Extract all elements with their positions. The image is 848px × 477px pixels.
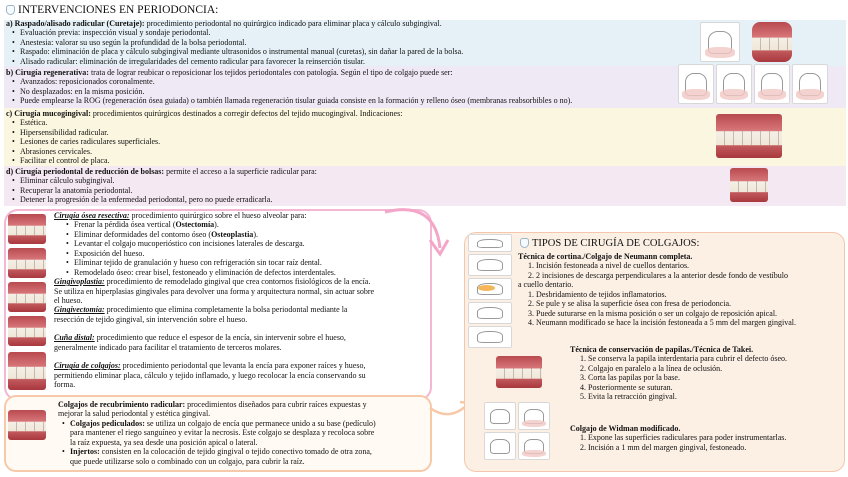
neumann-step: a cuello dentario. [518, 280, 574, 290]
section-d-intro: permite el acceso a la superficie radicular para: [164, 167, 317, 176]
curved-arrow-icon [380, 200, 470, 260]
page-title [6, 4, 218, 18]
list-item [54, 220, 426, 229]
gingivectomy-text: procedimiento que elimina completamente la bolsa periodontal mediante la [104, 305, 348, 315]
gingivectomy-photo [8, 316, 46, 346]
neumann-step: 1. Desbridamiento de tejidos inflamatorios. [528, 289, 667, 299]
section-b [6, 68, 676, 106]
flap-diagram-1 [468, 254, 512, 276]
list-item [58, 447, 428, 456]
root-coverage-text: mejorar la salud periodontal y estética gingival. [58, 409, 211, 419]
section-d-heading: d) Cirugía periodontal de reducción de bolsas: [6, 167, 165, 176]
root-coverage-heading: Colgajos de recubrimiento radicular: [58, 400, 186, 409]
item-text: ). [253, 229, 258, 239]
tooth-icon [6, 5, 15, 15]
grafts-term: Injertos: [70, 447, 100, 457]
neumann-title: Técnica de cortina./Colgajo de Neumann completa. [518, 252, 693, 261]
pedicled-flap-text: para mantener el riego sanguíneo y evitar la necrosis. Este colgajo se desplaza y recoloca sobre [70, 428, 375, 438]
item-bold: Osteoplastia [211, 229, 254, 239]
section-a [6, 19, 676, 66]
teeth-diagram-top [468, 234, 512, 252]
distal-wedge-term: Cuña distal: [54, 333, 95, 343]
section-c-heading: c) Cirugía mucogingival: [6, 109, 91, 118]
list-item [58, 419, 428, 428]
widman-diagram-2 [518, 402, 550, 430]
section-c-intro: procedimientos quirúrgicos destinados a corregir defectos del tejido mucogingival. Indicaciones: [90, 109, 403, 118]
distal-wedge-text: generalmente indicado para facilitar el tratamiento de terceros molares. [54, 342, 282, 352]
gingivectomy-text: resección de tejido gingival, sin intervención sobre el hueso. [54, 314, 248, 324]
section-a-intro: procedimiento periodontal no quirúrgico indicado para eliminar placa y cálculo subgingival. [144, 19, 442, 28]
list-item: • Lesiones de caries radiculares superficiales. [6, 137, 706, 146]
regeneration-diagram-4 [792, 64, 828, 104]
list-item: • Facilitar el control de placa. [6, 156, 706, 165]
osseous-photo-2 [8, 248, 46, 278]
list-item: • Estética. [6, 118, 706, 127]
list-item: • Recuperar la anatomía periodontal. [6, 186, 706, 195]
takei-photo [496, 356, 542, 388]
item-bold: Ostectomía [175, 220, 215, 230]
section-a-heading: a) Raspado/alisado radicular (Curetaje): [6, 19, 145, 28]
widman-diagram-4 [518, 432, 550, 460]
flap-diagram-2 [468, 278, 512, 300]
flap-surgery-text: forma. [54, 380, 76, 389]
list-item: • Puede emplearse la ROG (regeneración ósea guiada) o también llamada regeneración tisular guiada consiste en la formación y relleno óseo (membranas reabsorbibles o no). [6, 96, 676, 105]
widman-step: 1. Expone las superficies radiculares para poder instrumentarlas. [580, 433, 787, 443]
section-c [6, 109, 706, 166]
widman-title: Colgajo de Widman modificado. [570, 424, 681, 433]
root-coverage-text: procedimientos diseñados para cubrir raíces expuestas y [185, 400, 367, 409]
item-text: Eliminar tejido de granulación y hueso con refrigeración sin tocar raíz dental. [74, 258, 322, 268]
grafts-text: que puede utilizarse solo o combinado con un colgajo, para cubrir la raíz. [70, 456, 305, 466]
osseous-photo-1 [8, 214, 46, 244]
osseous-block [54, 211, 426, 389]
root-coverage-block [58, 400, 428, 466]
curette-photo [752, 22, 792, 62]
pedicled-flap-text: se utiliza un colgajo de encía que permanece unido a su base (pedículo) [144, 418, 376, 428]
gingivectomy-term: Gingivectomía: [54, 305, 105, 315]
widman-block [570, 424, 840, 452]
flap-surgery-text: procedimiento periodontal que levanta la encía para exponer raíces y hueso, [120, 361, 366, 371]
pedicled-flap-text: la raíz expuesta, ya sea desde una posición apical o lateral. [70, 437, 258, 447]
list-item: • Evaluación previa: inspección visual y sondaje periodontal. [6, 28, 676, 37]
neumann-step: 1. Incisión festoneada a nivel de cuellos dentarios. [528, 261, 690, 271]
item-text: Remodelado óseo: crear bisel, festoneado y eliminación de defectos interdentales. [74, 267, 336, 277]
list-item [54, 239, 426, 248]
pedicled-flap-term: Colgajos pediculados: [70, 418, 145, 428]
list-item [54, 249, 426, 258]
widman-step: 2. Incisión a 1 mm del margen gingival, festoneado. [580, 442, 747, 452]
neumann-block [518, 252, 842, 328]
neumann-step: 2. Se pule y se alisa la superficie ósea con fresa de periodoncia. [528, 299, 732, 309]
flap-surgery-term: Cirugía de colgajos: [54, 361, 121, 371]
list-item: • Anestesia: valorar su uso según la profundidad de la bolsa periodontal. [6, 38, 676, 47]
gingivoplasty-text: procedimiento de remodelado gingival que crea contornos fisiológicos de la encía. [104, 277, 371, 287]
section-d [6, 167, 706, 205]
list-item: • Hipersensibilidad radicular. [6, 128, 706, 137]
takei-step: 5. Evita la retracción gingival. [580, 392, 677, 402]
list-item: • Eliminar cálculo subgingival. [6, 176, 706, 185]
widman-diagram-3 [484, 432, 516, 460]
mucogingival-photo [716, 114, 782, 158]
distal-wedge-photo [8, 352, 46, 390]
grafts-text: consisten en la colocación de tejido gingival o tejido conectivo tomado de otra zona, [99, 447, 372, 457]
neumann-step: 4. Neumann modificado se hace la incisión festoneada a 5 mm del margen gingival. [528, 318, 796, 328]
list-item [54, 268, 426, 277]
page-title-text: INTERVENCIONES EN PERIODONCIA: [18, 4, 219, 16]
takei-title: Técnica de conservación de papilas./Técnica de Takei. [570, 345, 754, 354]
widman-diagram-1 [484, 402, 516, 430]
flap-types-title [520, 238, 699, 250]
takei-step: 2. Colgajo en paralelo a la línea de oclusión. [580, 363, 723, 373]
section-b-intro: trata de lograr reubicar o reposicionar los tejidos periodontales con patología. Según el tipo de colgajo puede ser: [88, 68, 453, 77]
flap-diagram-4 [468, 326, 512, 348]
item-text: Exposición del hueso. [74, 248, 145, 258]
flap-types-title-text: TIPOS DE CIRUGÍA DE COLGAJOS: [532, 238, 700, 249]
tooth-scaling-diagram [700, 22, 740, 62]
list-item [54, 258, 426, 267]
takei-step: 4. Posteriormente se suturan. [580, 382, 673, 392]
neumann-step: 2. 2 incisiones de descarga perpendiculares a la anterior desde fondo de vestíbulo [528, 270, 788, 280]
pocket-reduction-photo [730, 168, 768, 202]
tooth-icon [520, 238, 529, 248]
item-text: Levantar el colgajo mucoperióstico con incisiones laterales de descarga. [74, 239, 305, 249]
item-text: Frenar la pérdida ósea vertical ( [74, 220, 176, 230]
gingivoplasty-text: el hueso. [54, 295, 83, 305]
takei-block [570, 345, 840, 402]
distal-wedge-text: procedimiento que reduce el espesor de la encía, sin intervenir sobre el hueso, [94, 333, 346, 343]
osseous-intro: procedimiento quirúrgico sobre el hueso alveolar para: [129, 211, 307, 220]
osseous-term: Cirugía ósea resectiva: [54, 211, 130, 220]
list-item [54, 230, 426, 239]
item-text: Eliminar deformidades del contorno óseo ( [74, 229, 212, 239]
list-item: • Detener la progresión de la enfermedad periodontal, pero no puede erradicarla. [6, 195, 706, 204]
gingivoplasty-photo [8, 282, 46, 312]
section-b-heading: b) Cirugía regenerativa: [6, 68, 89, 77]
list-item: • Abrasiones cervicales. [6, 147, 706, 156]
flap-diagram-3 [468, 302, 512, 324]
list-item: • Alisado radicular: eliminación de irregularidades del cemento radicular para favorecer la reinserción tisular. [6, 57, 676, 66]
takei-step: 3. Corta las papilas por la base. [580, 373, 680, 383]
flap-surgery-text: permitiendo eliminar placa, cálculo y tejido inflamado, y luego recolocar la encía conservando su [54, 370, 366, 380]
regeneration-diagram-1 [678, 64, 714, 104]
list-item: • Avanzados: reposicionados coronalmente. [6, 77, 676, 86]
list-item: • Raspado: eliminación de placa y cálculo subgingival mediante ultrasonidos o instrumental manual (curetas), sin dañar la pared de la bolsa. [6, 47, 676, 56]
list-item: • No desplazados: en la misma posición. [6, 87, 676, 96]
regeneration-diagram-3 [754, 64, 790, 104]
regeneration-diagram-2 [716, 64, 752, 104]
takei-step: 1. Se conserva la papila interdentaria para cubrir el defecto óseo. [580, 354, 788, 364]
gingivoplasty-term: Gingivoplastia: [54, 277, 105, 287]
gingivoplasty-text: Se utiliza en hiperplasias gingivales para devolver una forma y arquitectura normal, sin actuar sobre [54, 286, 375, 296]
neumann-step: 3. Puede suturarse en la misma posición o ser un colgajo de reposición apical. [528, 308, 778, 318]
root-coverage-photo-front [8, 410, 46, 440]
item-text: ). [214, 220, 219, 230]
